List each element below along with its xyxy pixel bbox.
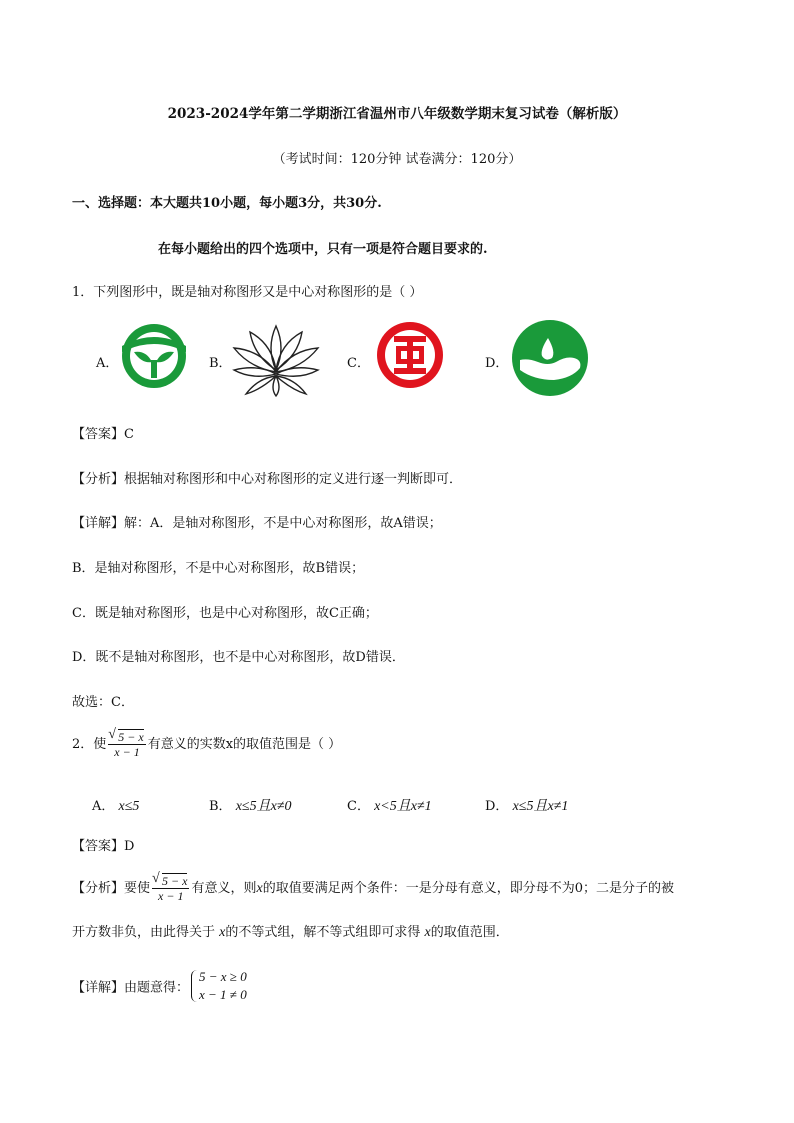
q2-analysis-mid: 有意义，则 [191,881,257,896]
q2-stem [72,730,341,759]
q1-detail-d: D．既不是轴对称图形，也不是中心对称图形，故D错误． [72,650,405,665]
q2-inequality-system [189,968,247,1004]
q1-analysis: 【分析】根据轴对称图形和中心对称图形的定义进行逐一判断即可． [72,472,463,487]
q2-option-c [347,795,432,815]
q1-option-b-label: B． [209,356,232,371]
section-heading: 一、选择题：本大题共10小题，每小题3分，共30分. [72,196,382,211]
q2-detail-prefix: 【详解】由题意得： [72,980,190,996]
q2-option-b [209,795,292,815]
q1-option-a-label: A． [96,356,119,371]
q2-analysis-line2-var2: x [424,925,431,940]
exam-info: （考试时间：120分钟 试卷满分：120分） [272,152,522,167]
q2-system-line-1: 5 − x ≥ 0 [199,969,247,984]
q2-analysis-line2-b: 的不等式组，解不等式组即可求得 [225,925,425,940]
q2-answer: 【答案】D [72,839,135,854]
q1-detail-b: B．是轴对称图形，不是中心对称图形，故B错误； [72,561,365,576]
q2-analysis-line2 [72,921,509,941]
q2-option-d-label: D． [485,799,509,814]
q2-option-c-value: x<5且x≠1 [374,799,432,814]
section-note: 在每小题给出的四个选项中，只有一项是符合题目要求的. [158,242,488,257]
page-title: 2023-2024学年第二学期浙江省温州市八年级数学期末复习试卷（解析版） [167,106,627,122]
q2-analysis-line2-var1: x [219,925,226,940]
q2-analysis [72,874,674,903]
q1-answer: 【答案】C [72,427,134,442]
q2-fraction [108,730,145,759]
q2-analysis-frac-den: x − 1 [158,889,184,903]
q2-frac-den: x − 1 [114,745,140,759]
q1-option-d-label: D． [485,356,509,371]
q2-option-a-value: x≤5 [118,799,140,814]
q2-option-c-label: C． [347,799,370,814]
q2-prefix: 2．使 [72,737,107,752]
lotus-logo-icon [230,318,322,398]
q2-analysis-frac-num: 5 − x [162,874,188,888]
icbc-logo-icon [372,316,448,394]
q2-option-a-label: A． [92,799,115,814]
q2-analysis-fraction [152,874,189,903]
q1-option-c-label: C． [347,356,370,371]
q2-system-line-2: x − 1 ≠ 0 [199,987,247,1002]
q2-detail [72,968,247,1004]
q2-option-b-label: B． [209,799,232,814]
green-water-drop-logo-icon [508,318,592,398]
q2-option-d [485,795,568,815]
q2-analysis-line2-a: 开方数非负，由此得关于 [72,925,220,940]
q2-analysis-prefix: 【分析】要使 [72,881,151,896]
q2-option-d-value: x≤5且x≠1 [512,799,569,814]
green-food-logo-icon [118,316,190,396]
q2-analysis-rest: 的取值要满足两个条件：一是分母有意义，即分母不为0；二是分子的被 [262,881,674,896]
q2-option-b-value: x≤5且x≠0 [235,799,292,814]
q1-detail-c: C．既是轴对称图形，也是中心对称图形，故C正确； [72,606,378,621]
q1-choice: 故选：C． [72,695,134,710]
q2-option-a [92,795,139,815]
q2-analysis-line2-c: 的取值范围． [430,925,509,940]
q2-suffix: 有意义的实数x的取值范围是（ ） [147,737,342,752]
q2-analysis-var: x [256,881,263,896]
q1-detail: 【详解】解：A．是轴对称图形，不是中心对称图形，故A错误； [72,516,442,531]
q1-stem: 1．下列图形中，既是轴对称图形又是中心对称图形的是（ ） [72,285,423,300]
q2-frac-num: 5 − x [118,730,144,744]
